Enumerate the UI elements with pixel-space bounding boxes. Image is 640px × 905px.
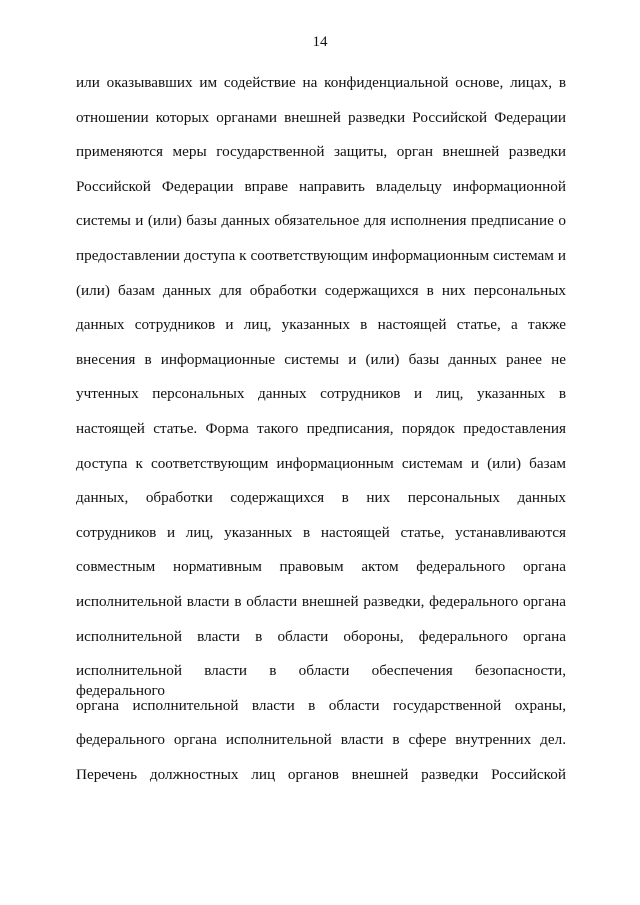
text-line: сотрудников и лиц, указанных в настоящей статье, устанавливаются xyxy=(76,523,566,541)
text-line: настоящей статье. Форма такого предписания, порядок предоставления xyxy=(76,419,566,437)
text-line: федерального органа исполнительной власти в сфере внутренних дел. xyxy=(76,731,566,749)
text-line: или оказывавших им содействие на конфиденциальной основе, лицах, в xyxy=(76,74,566,91)
text-line: исполнительной власти в области обеспечения безопасности, федерального xyxy=(76,662,566,700)
text-line: совместным нормативным правовым актом федерального органа xyxy=(76,558,566,576)
text-line: отношении которых органами внешней разведки Российской Федерации xyxy=(76,108,566,126)
text-line: данных сотрудников и лиц, указанных в настоящей статье, а также xyxy=(76,316,566,334)
text-line: доступа к соответствующим информационным системам и (или) базам xyxy=(76,454,566,472)
text-line: Российской Федерации вправе направить владельцу информационной xyxy=(76,177,566,195)
text-line: Перечень должностных лиц органов внешней разведки Российской xyxy=(76,765,566,783)
text-line: исполнительной власти в области обороны, федерального органа xyxy=(76,627,566,645)
page-number: 14 xyxy=(312,34,328,50)
text-line: данных, обработки содержащихся в них персональных данных xyxy=(76,489,566,507)
text-line: исполнительной власти в области внешней разведки, федерального органа xyxy=(76,592,566,610)
text-line: применяются меры государственной защиты, орган внешней разведки xyxy=(76,143,566,161)
text-line: внесения в информационные системы и (или) базы данных ранее не xyxy=(76,350,566,368)
text-line: предоставлении доступа к соответствующим информационным системам и xyxy=(76,246,566,264)
body-paragraph xyxy=(76,73,566,799)
text-line: органа исполнительной власти в области государственной охраны, xyxy=(76,696,566,714)
text-line: системы и (или) базы данных обязательное для исполнения предписание о xyxy=(76,212,566,230)
text-line: учтенных персональных данных сотрудников и лиц, указанных в xyxy=(76,385,566,403)
text-line: (или) базам данных для обработки содержащихся в них персональных xyxy=(76,281,566,299)
